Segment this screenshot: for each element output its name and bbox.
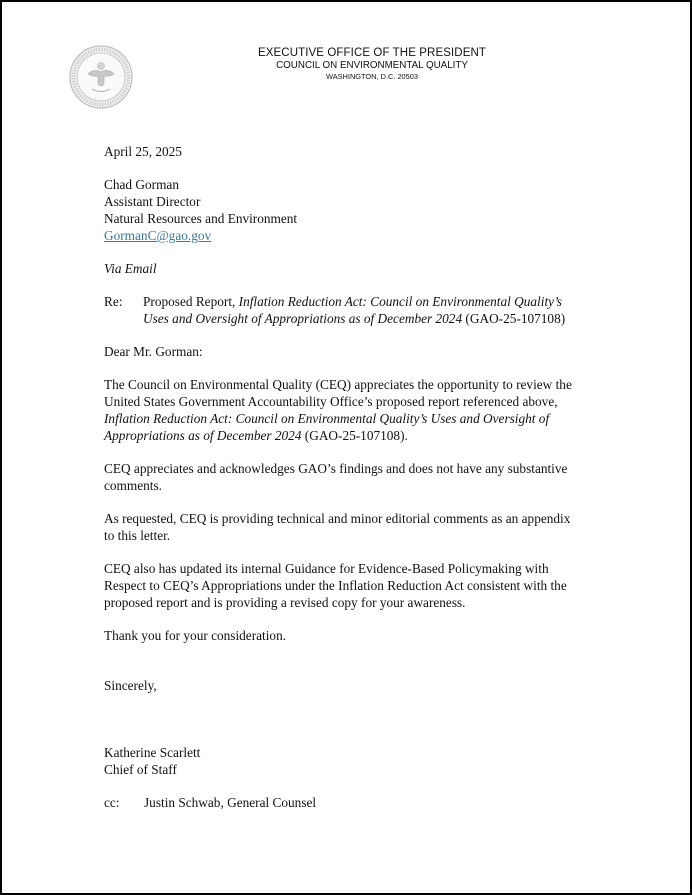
p5-text: Thank you for your consideration. <box>104 628 287 643</box>
recipient-name: Chad Gorman <box>104 177 179 192</box>
p4-line-1: CEQ also has updated its internal Guidance for Evidence-Based Policymaking with <box>104 561 549 576</box>
p1-line-3 <box>104 410 549 427</box>
p1-line-2: United States Government Accountability Office’s proposed report referenced above, <box>104 394 558 409</box>
salutation: Dear Mr. Gorman: <box>104 344 203 359</box>
p4-line-3: proposed report and is providing a revised copy for your awareness. <box>104 595 466 610</box>
re-line-2 <box>143 310 565 327</box>
re-title-line1: Inflation Reduction Act: Council on Environmental Quality’s <box>238 294 562 309</box>
recipient-department: Natural Resources and Environment <box>104 211 298 226</box>
p1-line-1: The Council on Environmental Quality (CEQ) appreciates the opportunity to review the <box>104 377 572 392</box>
cc-value: Justin Schwab, General Counsel <box>144 795 317 810</box>
p1-line-4 <box>104 427 408 444</box>
letter-date: April 25, 2025 <box>104 144 182 159</box>
signatory-title: Chief of Staff <box>104 762 177 777</box>
re-prefix: Proposed Report, <box>143 294 239 309</box>
p1-italic-line4: Appropriations as of December 2024 <box>104 428 302 443</box>
p2-line-1: CEQ appreciates and acknowledges GAO’s findings and does not have any substantive <box>104 461 568 476</box>
letterhead-office: EXECUTIVE OFFICE OF THE PRESIDENT <box>257 47 486 59</box>
p1-italic-line3: Inflation Reduction Act: Council on Environmental Quality’s Uses and Oversight of <box>104 411 550 426</box>
letterhead <box>202 46 542 82</box>
re-label: Re: <box>104 294 123 309</box>
closing: Sincerely, <box>104 678 157 693</box>
re-code: (GAO-25-107108) <box>462 311 566 326</box>
p2-line-2: comments. <box>104 478 162 493</box>
recipient-title: Assistant Director <box>104 194 201 209</box>
p4-line-2: Respect to CEQ’s Appropriations under the Inflation Reduction Act consistent with the <box>104 578 567 593</box>
presidential-seal-icon <box>68 44 134 110</box>
re-line-1 <box>143 293 562 310</box>
delivery-method-text: Via Email <box>104 261 157 276</box>
re-title-line2: Uses and Oversight of Appropriations as of December 2024 <box>143 311 463 326</box>
recipient-email-link[interactable]: GormanC@gao.gov <box>104 228 212 243</box>
cc-label: cc: <box>104 795 120 810</box>
p1-code: (GAO-25-107108). <box>301 428 408 443</box>
delivery-method <box>104 260 157 277</box>
signatory-name: Katherine Scarlett <box>104 745 201 760</box>
p3-line-2: to this letter. <box>104 528 171 543</box>
letterhead-council: COUNCIL ON ENVIRONMENTAL QUALITY <box>276 60 468 71</box>
letterhead-address: WASHINGTON, D.C. 20503 <box>326 72 418 81</box>
p3-line-1: As requested, CEQ is providing technical and minor editorial comments as an appendix <box>104 511 571 526</box>
